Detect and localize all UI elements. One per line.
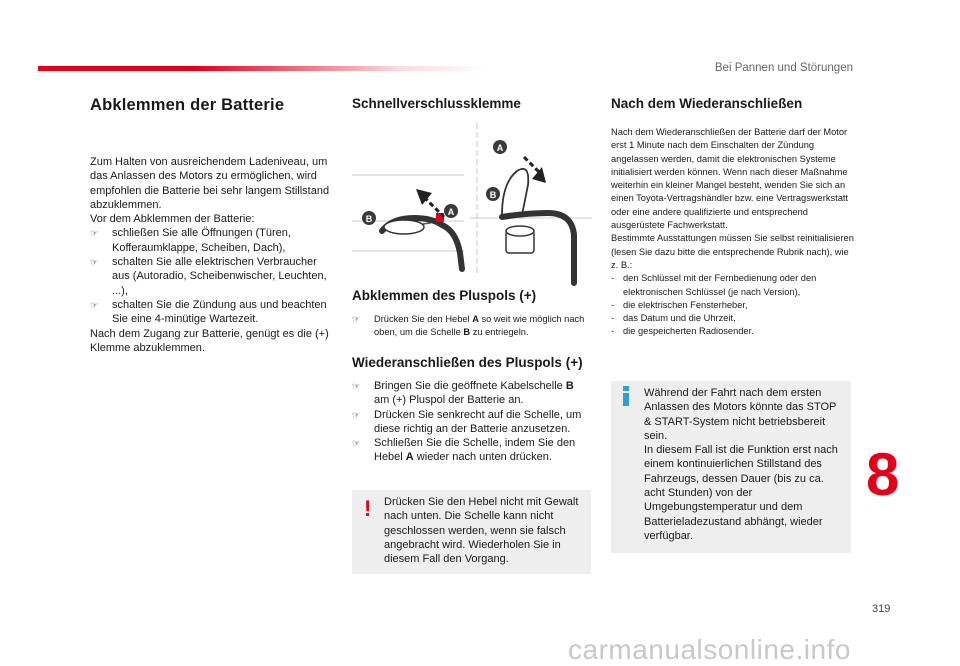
before-list: [90, 226, 335, 326]
watermark: carmanualsonline.info: [568, 634, 851, 665]
page-number: 319: [872, 603, 891, 615]
before-text: Vor dem Abklemmen der Batterie:: [90, 213, 255, 226]
heading-reconnect-plus: Wiederanschließen des Pluspols (+): [352, 355, 583, 370]
disconnect-list: [352, 313, 592, 340]
column-quick-clamp: [352, 96, 592, 111]
list-item: ☞ Drücken Sie den Hebel A so weit wie möglich nach oben, um die Schelle B zu entriegeln.: [352, 313, 592, 340]
info-box: [611, 381, 851, 553]
list-item: ☞ schalten Sie alle elektrischen Verbraucher aus (Autoradio, Scheibenwischer, Leuchten, ...),: [90, 255, 335, 298]
info-icon: [619, 385, 633, 407]
reconnect-list: [352, 379, 592, 465]
heading-quick-clamp: Schnellverschlussklemme: [352, 96, 521, 111]
heading-after-reconnect: Nach dem Wiederanschließen: [611, 96, 803, 111]
reinit-text: Bestimmte Ausstattungen müssen Sie selbst reinitialisieren (lesen Sie dazu bitte die entsprechende Rubrik nach), wie z. B.:: [611, 233, 854, 270]
clamp-closed-drawing: [470, 123, 592, 283]
chapter-number: 8: [866, 441, 900, 508]
column-disconnect-battery: [90, 96, 335, 355]
list-item: ☞ schalten Sie die Zündung aus und beachten Sie eine 4-minütige Wartezeit.: [90, 298, 335, 327]
clamp-illustration: [352, 123, 592, 287]
list-item: ☞ Schließen Sie die Schelle, indem Sie den Hebel A wieder nach unten drücken.: [352, 436, 592, 465]
warning-box: [352, 490, 591, 574]
heading-disconnect-plus: Abklemmen des Pluspols (+): [352, 288, 537, 303]
reinit-list: [611, 272, 855, 338]
list-item: ☞ schließen Sie alle Öffnungen (Türen, Kofferaumklappe, Scheiben, Dach),: [90, 226, 335, 255]
intro-text: Zum Halten von ausreichendem Ladeniveau, um das Anlassen des Motors zu ermöglichen, wird empfohlen die Batterie bei sehr langem Stillstand abzuklemmen.: [90, 156, 330, 211]
list-item: - die gespeicherten Radiosender.: [611, 325, 855, 338]
info-text: [644, 386, 844, 543]
after-reconnect-text: Nach dem Wiederanschließen der Batterie darf der Motor erst 1 Minute nach dem Einschalten der Zündung angelassen werden, damit die elektronischen Systeme initialisiert werden können. Wenn nach dieser Maßnahme weiterhin ein kleiner Mangel besteht, wenden Sie sich an einen Toyota-Vertragshändler bzw. eine Vertragswerkstatt oder eine andere qualifizierte und entsprechend ausgerüstete Fachwerkstatt.: [611, 127, 849, 231]
warning-text: Drücken Sie den Hebel nicht mit Gewalt nach unten. Die Schelle kann nicht geschlossen werden, wenn sie falsch angebracht wird. Wiederholen Sie in diesem Fall den Vorgang.: [384, 496, 579, 566]
list-item: ☞ Bringen Sie die geöffnete Kabelschelle B am (+) Pluspol der Batterie an.: [352, 379, 592, 408]
section-reconnect-plus: [352, 355, 592, 465]
info-text-1: Während der Fahrt nach dem ersten Anlassen des Motors könnte das STOP & START-System nicht betriebsbereit sein.: [644, 387, 837, 442]
list-item: - die elektrischen Fensterheber,: [611, 299, 855, 312]
heading-disconnect-battery: Abklemmen der Batterie: [90, 96, 285, 114]
list-item: - das Datum und die Uhrzeit,: [611, 312, 855, 325]
label-a-right: A: [496, 143, 504, 153]
header-accent-bar: [38, 66, 488, 71]
column-after-reconnect: [611, 96, 855, 339]
label-b-right: B: [489, 190, 497, 200]
label-a-left: A: [447, 207, 455, 217]
warning-icon: !: [364, 496, 372, 521]
label-b-left: B: [365, 214, 373, 224]
outro-text: Nach dem Zugang zur Batterie, genügt es die (+) Klemme abzuklemmen.: [90, 327, 329, 354]
section-disconnect-plus: [352, 288, 592, 340]
section-title: Bei Pannen und Störungen: [714, 62, 853, 74]
list-item: ☞ Drücken Sie senkrecht auf die Schelle, um diese richtig an der Batterie anzusetzen.: [352, 408, 592, 437]
info-text-2: In diesem Fall ist die Funktion erst nach einem kontinuierlichen Stillstand des Fahrzeugs, dessen Dauer (bis zu ca. acht Stunden) von der Umgebungstemperatur und dem Batterieladezustand abhängt, wieder verfügbar.: [644, 444, 838, 542]
list-item: - den Schlüssel mit der Fernbedienung oder den elektronischen Schlüssel (je nach Version),: [611, 272, 855, 299]
